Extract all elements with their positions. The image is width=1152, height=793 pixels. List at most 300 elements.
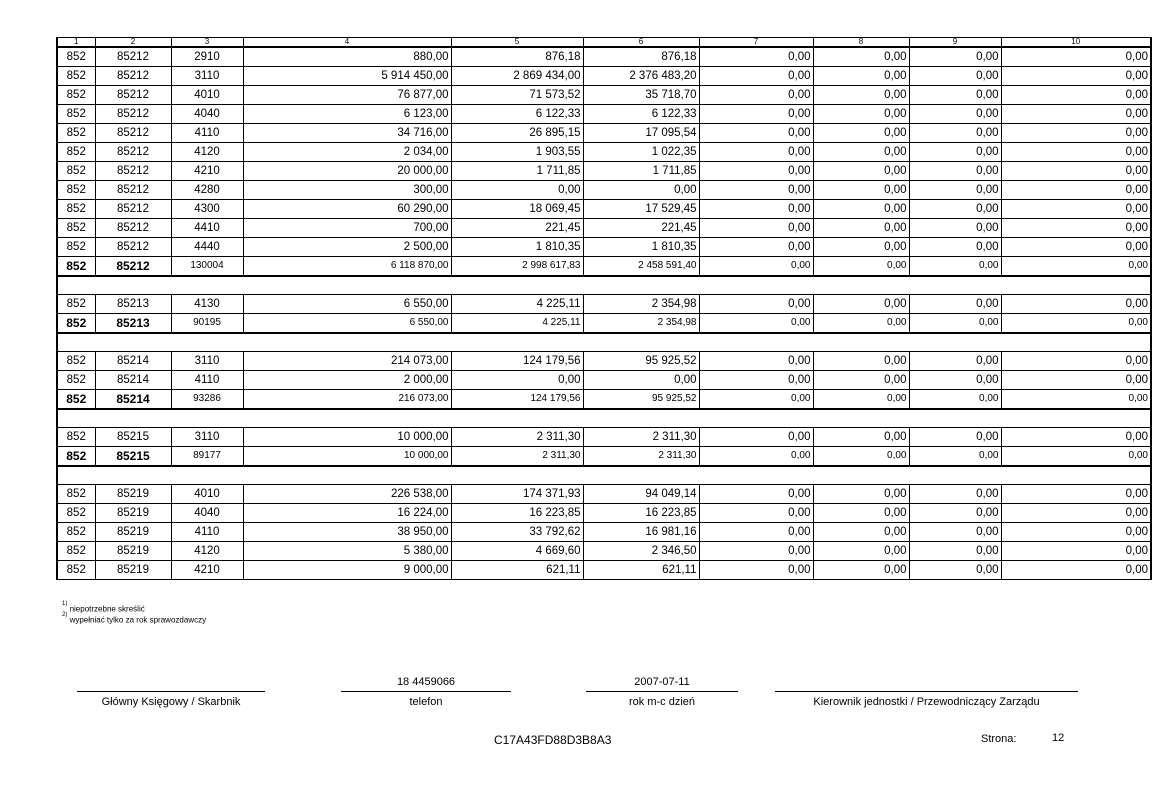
table-cell: 0,00 bbox=[1001, 561, 1151, 580]
table-cell: 876,18 bbox=[583, 47, 699, 67]
table-cell: 0,00 bbox=[909, 105, 1001, 124]
table-cell: 0,00 bbox=[699, 295, 813, 314]
column-header: 3 bbox=[171, 38, 243, 48]
table-cell: 0,00 bbox=[1001, 542, 1151, 561]
subtotal-cell: 852 bbox=[57, 447, 95, 467]
table-cell: 852 bbox=[57, 47, 95, 67]
column-header: 1 bbox=[57, 38, 95, 48]
table-cell: 0,00 bbox=[699, 371, 813, 390]
subtotal-cell: 2 998 617,83 bbox=[451, 257, 583, 277]
table-cell: 2 869 434,00 bbox=[451, 67, 583, 86]
table-cell: 85212 bbox=[95, 47, 171, 67]
table-row bbox=[57, 504, 1151, 523]
table-cell: 0,00 bbox=[813, 200, 909, 219]
subtotal-cell: 130004 bbox=[171, 257, 243, 277]
table-cell: 0,00 bbox=[813, 124, 909, 143]
table-cell: 1 810,35 bbox=[583, 238, 699, 257]
table-cell: 4 669,60 bbox=[451, 542, 583, 561]
table-cell: 0,00 bbox=[1001, 143, 1151, 162]
subtotal-cell: 85212 bbox=[95, 257, 171, 277]
subtotal-cell: 852 bbox=[57, 257, 95, 277]
table-cell: 5 380,00 bbox=[243, 542, 451, 561]
table-row bbox=[57, 523, 1151, 542]
table-cell: 0,00 bbox=[699, 504, 813, 523]
table-cell: 0,00 bbox=[699, 47, 813, 67]
subtotal-cell: 93286 bbox=[171, 390, 243, 410]
subtotal-cell: 0,00 bbox=[699, 390, 813, 410]
table-cell: 0,00 bbox=[699, 162, 813, 181]
table-cell: 1 022,35 bbox=[583, 143, 699, 162]
table-cell: 4120 bbox=[171, 542, 243, 561]
group-spacer bbox=[57, 333, 1151, 352]
subtotal-row bbox=[57, 257, 1151, 277]
subtotal-cell: 85213 bbox=[95, 314, 171, 334]
table-cell: 852 bbox=[57, 371, 95, 390]
spacer-cell bbox=[57, 333, 1151, 352]
table-cell: 0,00 bbox=[451, 181, 583, 200]
table-cell: 0,00 bbox=[699, 238, 813, 257]
table-cell: 0,00 bbox=[813, 181, 909, 200]
table-cell: 0,00 bbox=[1001, 504, 1151, 523]
table-cell: 10 000,00 bbox=[243, 428, 451, 447]
table-cell: 2 346,50 bbox=[583, 542, 699, 561]
table-cell: 35 718,70 bbox=[583, 86, 699, 105]
table-cell: 0,00 bbox=[699, 67, 813, 86]
table-cell: 300,00 bbox=[243, 181, 451, 200]
table-cell: 0,00 bbox=[813, 162, 909, 181]
table-cell: 214 073,00 bbox=[243, 352, 451, 371]
accountant-label: Główny Księgowy / Skarbnik bbox=[101, 696, 241, 708]
table-row bbox=[57, 542, 1151, 561]
table-cell: 0,00 bbox=[1001, 105, 1151, 124]
table-cell: 0,00 bbox=[699, 86, 813, 105]
table-cell: 880,00 bbox=[243, 47, 451, 67]
footnote-1-text: niepotrzebne skreślić bbox=[69, 604, 145, 614]
table-cell: 0,00 bbox=[813, 67, 909, 86]
table-cell: 85212 bbox=[95, 181, 171, 200]
table-cell: 852 bbox=[57, 428, 95, 447]
table-cell: 0,00 bbox=[909, 162, 1001, 181]
table-cell: 85212 bbox=[95, 219, 171, 238]
table-cell: 0,00 bbox=[1001, 181, 1151, 200]
table-row bbox=[57, 485, 1151, 504]
table-cell: 0,00 bbox=[909, 181, 1001, 200]
subtotal-cell: 2 458 591,40 bbox=[583, 257, 699, 277]
page-label: Strona: bbox=[981, 733, 1017, 745]
table-cell: 0,00 bbox=[583, 181, 699, 200]
table-cell: 71 573,52 bbox=[451, 86, 583, 105]
table-cell: 18 069,45 bbox=[451, 200, 583, 219]
subtotal-cell: 0,00 bbox=[909, 447, 1001, 467]
subtotal-cell: 0,00 bbox=[909, 390, 1001, 410]
table-cell: 0,00 bbox=[813, 371, 909, 390]
table-cell: 4010 bbox=[171, 485, 243, 504]
table-cell: 0,00 bbox=[813, 238, 909, 257]
table-cell: 0,00 bbox=[699, 561, 813, 580]
table-cell: 852 bbox=[57, 67, 95, 86]
subtotal-cell: 0,00 bbox=[1001, 390, 1151, 410]
footnote-2: $^{2)}$ wypełniać tylko za rok sprawozdawczy bbox=[62, 612, 207, 625]
subtotal-cell: 0,00 bbox=[813, 257, 909, 277]
table-cell: 0,00 bbox=[1001, 219, 1151, 238]
subtotal-cell: 852 bbox=[57, 390, 95, 410]
table-cell: 852 bbox=[57, 86, 95, 105]
table-cell: 85212 bbox=[95, 86, 171, 105]
subtotal-cell: 6 118 870,00 bbox=[243, 257, 451, 277]
table-cell: 85213 bbox=[95, 295, 171, 314]
phone-label: telefon bbox=[409, 696, 443, 708]
head-label: Kierownik jednostki / Przewodniczący Zarządu bbox=[813, 696, 1040, 708]
table-cell: 0,00 bbox=[1001, 238, 1151, 257]
table-cell: 1 711,85 bbox=[583, 162, 699, 181]
table-cell: 85212 bbox=[95, 105, 171, 124]
table-cell: 85212 bbox=[95, 143, 171, 162]
column-header: 5 bbox=[451, 38, 583, 48]
subtotal-cell: 89177 bbox=[171, 447, 243, 467]
spacer-cell bbox=[57, 466, 1151, 485]
table-cell: 85219 bbox=[95, 561, 171, 580]
table-cell: 0,00 bbox=[699, 181, 813, 200]
table-cell: 6 550,00 bbox=[243, 295, 451, 314]
subtotal-cell: 6 550,00 bbox=[243, 314, 451, 334]
table-cell: 0,00 bbox=[813, 561, 909, 580]
table-row bbox=[57, 352, 1151, 371]
table-cell: 0,00 bbox=[1001, 371, 1151, 390]
table-cell: 85215 bbox=[95, 428, 171, 447]
table-cell: 852 bbox=[57, 485, 95, 504]
table-row bbox=[57, 124, 1151, 143]
table-cell: 4120 bbox=[171, 143, 243, 162]
table-cell: 85219 bbox=[95, 485, 171, 504]
table-cell: 4130 bbox=[171, 295, 243, 314]
table-cell: 2 354,98 bbox=[583, 295, 699, 314]
table-cell: 16 981,16 bbox=[583, 523, 699, 542]
table-cell: 16 224,00 bbox=[243, 504, 451, 523]
table-cell: 0,00 bbox=[909, 428, 1001, 447]
table-cell: 852 bbox=[57, 181, 95, 200]
table-cell: 852 bbox=[57, 504, 95, 523]
table-cell: 0,00 bbox=[1001, 47, 1151, 67]
column-header: 10 bbox=[1001, 38, 1151, 48]
table-cell: 76 877,00 bbox=[243, 86, 451, 105]
table-row bbox=[57, 295, 1151, 314]
table-row bbox=[57, 219, 1151, 238]
table-cell: 700,00 bbox=[243, 219, 451, 238]
table-cell: 852 bbox=[57, 143, 95, 162]
table-cell: 85212 bbox=[95, 238, 171, 257]
column-header: 7 bbox=[699, 38, 813, 48]
table-cell: 124 179,56 bbox=[451, 352, 583, 371]
table-cell: 4110 bbox=[171, 523, 243, 542]
table-cell: 2 000,00 bbox=[243, 371, 451, 390]
table-cell: 0,00 bbox=[909, 238, 1001, 257]
table-cell: 85212 bbox=[95, 162, 171, 181]
table-cell: 17 095,54 bbox=[583, 124, 699, 143]
table-cell: 17 529,45 bbox=[583, 200, 699, 219]
table-cell: 4040 bbox=[171, 105, 243, 124]
table-cell: 852 bbox=[57, 352, 95, 371]
table-row bbox=[57, 47, 1151, 67]
date-value: 2007-07-11 bbox=[634, 676, 690, 688]
column-header: 4 bbox=[243, 38, 451, 48]
table-cell: 0,00 bbox=[813, 352, 909, 371]
table-row bbox=[57, 181, 1151, 200]
table-cell: 95 925,52 bbox=[583, 352, 699, 371]
table-cell: 0,00 bbox=[813, 523, 909, 542]
table-cell: 85212 bbox=[95, 200, 171, 219]
table-cell: 4110 bbox=[171, 124, 243, 143]
subtotal-cell: 0,00 bbox=[699, 257, 813, 277]
subtotal-cell: 0,00 bbox=[909, 257, 1001, 277]
table-row bbox=[57, 67, 1151, 86]
table-cell: 852 bbox=[57, 523, 95, 542]
subtotal-cell: 90195 bbox=[171, 314, 243, 334]
table-cell: 2 376 483,20 bbox=[583, 67, 699, 86]
subtotal-cell: 10 000,00 bbox=[243, 447, 451, 467]
table-cell: 174 371,93 bbox=[451, 485, 583, 504]
table-cell: 0,00 bbox=[909, 219, 1001, 238]
table-cell: 20 000,00 bbox=[243, 162, 451, 181]
group-spacer bbox=[57, 409, 1151, 428]
table-row bbox=[57, 371, 1151, 390]
table-cell: 0,00 bbox=[909, 352, 1001, 371]
table-cell: 0,00 bbox=[1001, 162, 1151, 181]
table-cell: 0,00 bbox=[813, 219, 909, 238]
footnote-1: $^{1)}$ niepotrzebne skreślić bbox=[62, 601, 145, 614]
table-cell: 0,00 bbox=[699, 105, 813, 124]
table-cell: 226 538,00 bbox=[243, 485, 451, 504]
table-cell: 16 223,85 bbox=[451, 504, 583, 523]
table-cell: 0,00 bbox=[813, 485, 909, 504]
subtotal-row bbox=[57, 390, 1151, 410]
spacer-cell bbox=[57, 276, 1151, 295]
table-cell: 0,00 bbox=[699, 352, 813, 371]
table-cell: 0,00 bbox=[909, 67, 1001, 86]
subtotal-row bbox=[57, 314, 1151, 334]
column-header: 8 bbox=[813, 38, 909, 48]
table-cell: 2 311,30 bbox=[451, 428, 583, 447]
table-cell: 0,00 bbox=[699, 542, 813, 561]
table-cell: 4 225,11 bbox=[451, 295, 583, 314]
table-cell: 0,00 bbox=[1001, 523, 1151, 542]
table-cell: 85212 bbox=[95, 67, 171, 86]
table-cell: 621,11 bbox=[583, 561, 699, 580]
table-cell: 0,00 bbox=[699, 143, 813, 162]
table-cell: 34 716,00 bbox=[243, 124, 451, 143]
table-cell: 852 bbox=[57, 162, 95, 181]
table-cell: 852 bbox=[57, 219, 95, 238]
table-cell: 852 bbox=[57, 238, 95, 257]
table-row bbox=[57, 561, 1151, 580]
table-cell: 0,00 bbox=[1001, 200, 1151, 219]
table-cell: 38 950,00 bbox=[243, 523, 451, 542]
table-cell: 852 bbox=[57, 542, 95, 561]
table-cell: 0,00 bbox=[909, 485, 1001, 504]
table-cell: 0,00 bbox=[813, 105, 909, 124]
table-cell: 0,00 bbox=[813, 542, 909, 561]
table-cell: 4110 bbox=[171, 371, 243, 390]
subtotal-cell: 2 311,30 bbox=[451, 447, 583, 467]
table-cell: 0,00 bbox=[1001, 352, 1151, 371]
table-cell: 3110 bbox=[171, 67, 243, 86]
date-line bbox=[586, 691, 738, 692]
table-cell: 0,00 bbox=[699, 428, 813, 447]
table-cell: 0,00 bbox=[909, 561, 1001, 580]
table-cell: 85219 bbox=[95, 523, 171, 542]
column-header-row bbox=[57, 38, 1151, 48]
table-cell: 1 711,85 bbox=[451, 162, 583, 181]
spacer-cell bbox=[57, 409, 1151, 428]
table-row bbox=[57, 86, 1151, 105]
table-cell: 0,00 bbox=[909, 200, 1001, 219]
table-cell: 6 123,00 bbox=[243, 105, 451, 124]
table-cell: 1 903,55 bbox=[451, 143, 583, 162]
table-row bbox=[57, 162, 1151, 181]
column-header: 2 bbox=[95, 38, 171, 48]
table-cell: 4410 bbox=[171, 219, 243, 238]
table-cell: 4040 bbox=[171, 504, 243, 523]
table-cell: 0,00 bbox=[451, 371, 583, 390]
table-cell: 16 223,85 bbox=[583, 504, 699, 523]
table-cell: 0,00 bbox=[909, 371, 1001, 390]
table-cell: 85219 bbox=[95, 542, 171, 561]
table-cell: 2 311,30 bbox=[583, 428, 699, 447]
table-cell: 2 034,00 bbox=[243, 143, 451, 162]
table-cell: 2910 bbox=[171, 47, 243, 67]
table-cell: 0,00 bbox=[813, 295, 909, 314]
table-cell: 6 122,33 bbox=[451, 105, 583, 124]
table-cell: 4210 bbox=[171, 561, 243, 580]
subtotal-cell: 0,00 bbox=[813, 447, 909, 467]
table-cell: 0,00 bbox=[909, 143, 1001, 162]
table-cell: 6 122,33 bbox=[583, 105, 699, 124]
table-cell: 0,00 bbox=[1001, 124, 1151, 143]
table-cell: 0,00 bbox=[583, 371, 699, 390]
subtotal-cell: 0,00 bbox=[699, 314, 813, 334]
table-cell: 3110 bbox=[171, 352, 243, 371]
table-row bbox=[57, 200, 1151, 219]
table-cell: 0,00 bbox=[909, 124, 1001, 143]
table-cell: 852 bbox=[57, 124, 95, 143]
table-cell: 0,00 bbox=[813, 86, 909, 105]
report-table bbox=[56, 37, 1152, 580]
table-cell: 0,00 bbox=[813, 428, 909, 447]
table-cell: 0,00 bbox=[699, 124, 813, 143]
table-cell: 4010 bbox=[171, 86, 243, 105]
subtotal-cell: 85214 bbox=[95, 390, 171, 410]
table-cell: 9 000,00 bbox=[243, 561, 451, 580]
table-cell: 852 bbox=[57, 200, 95, 219]
head-signature-line bbox=[775, 691, 1078, 692]
table-cell: 221,45 bbox=[583, 219, 699, 238]
table-cell: 876,18 bbox=[451, 47, 583, 67]
table-cell: 0,00 bbox=[1001, 86, 1151, 105]
group-spacer bbox=[57, 466, 1151, 485]
table-cell: 26 895,15 bbox=[451, 124, 583, 143]
table-cell: 852 bbox=[57, 105, 95, 124]
table-cell: 221,45 bbox=[451, 219, 583, 238]
subtotal-cell: 0,00 bbox=[699, 447, 813, 467]
table-cell: 621,11 bbox=[451, 561, 583, 580]
phone-value: 18 4459066 bbox=[396, 676, 456, 688]
column-header: 9 bbox=[909, 38, 1001, 48]
table-row bbox=[57, 238, 1151, 257]
table-cell: 4280 bbox=[171, 181, 243, 200]
subtotal-cell: 0,00 bbox=[813, 390, 909, 410]
table-cell: 94 049,14 bbox=[583, 485, 699, 504]
page-number: 12 bbox=[1052, 732, 1065, 744]
table-cell: 0,00 bbox=[1001, 67, 1151, 86]
table-cell: 0,00 bbox=[699, 200, 813, 219]
subtotal-cell: 0,00 bbox=[1001, 314, 1151, 334]
table-cell: 0,00 bbox=[813, 47, 909, 67]
subtotal-row bbox=[57, 447, 1151, 467]
table-cell: 1 810,35 bbox=[451, 238, 583, 257]
table-cell: 5 914 450,00 bbox=[243, 67, 451, 86]
table-cell: 0,00 bbox=[909, 295, 1001, 314]
table-cell: 4300 bbox=[171, 200, 243, 219]
phone-line bbox=[341, 691, 511, 692]
subtotal-cell: 2 354,98 bbox=[583, 314, 699, 334]
subtotal-cell: 2 311,30 bbox=[583, 447, 699, 467]
table-cell: 2 500,00 bbox=[243, 238, 451, 257]
subtotal-cell: 85215 bbox=[95, 447, 171, 467]
table-cell: 0,00 bbox=[1001, 295, 1151, 314]
table-cell: 85219 bbox=[95, 504, 171, 523]
table-cell: 0,00 bbox=[909, 504, 1001, 523]
subtotal-cell: 124 179,56 bbox=[451, 390, 583, 410]
table-row bbox=[57, 105, 1151, 124]
table-cell: 0,00 bbox=[1001, 428, 1151, 447]
subtotal-cell: 95 925,52 bbox=[583, 390, 699, 410]
subtotal-cell: 0,00 bbox=[813, 314, 909, 334]
table-cell: 33 792,62 bbox=[451, 523, 583, 542]
table-cell: 85214 bbox=[95, 352, 171, 371]
table-cell: 0,00 bbox=[699, 219, 813, 238]
table-cell: 0,00 bbox=[1001, 485, 1151, 504]
table-cell: 0,00 bbox=[909, 523, 1001, 542]
date-label: rok m-c dzień bbox=[628, 696, 696, 708]
table-row bbox=[57, 428, 1151, 447]
subtotal-cell: 0,00 bbox=[1001, 257, 1151, 277]
subtotal-cell: 0,00 bbox=[1001, 447, 1151, 467]
table-cell: 4440 bbox=[171, 238, 243, 257]
table-cell: 0,00 bbox=[909, 542, 1001, 561]
table-cell: 0,00 bbox=[813, 504, 909, 523]
table-cell: 0,00 bbox=[909, 47, 1001, 67]
table-cell: 85214 bbox=[95, 371, 171, 390]
column-header: 6 bbox=[583, 38, 699, 48]
group-spacer bbox=[57, 276, 1151, 295]
table-cell: 3110 bbox=[171, 428, 243, 447]
table-cell: 852 bbox=[57, 561, 95, 580]
table-cell: 0,00 bbox=[699, 523, 813, 542]
table-row bbox=[57, 143, 1151, 162]
table-cell: 4210 bbox=[171, 162, 243, 181]
table-cell: 60 290,00 bbox=[243, 200, 451, 219]
subtotal-cell: 0,00 bbox=[909, 314, 1001, 334]
subtotal-cell: 216 073,00 bbox=[243, 390, 451, 410]
table-cell: 0,00 bbox=[813, 143, 909, 162]
document-code: C17A43FD88D3B8A3 bbox=[494, 733, 612, 747]
subtotal-cell: 4 225,11 bbox=[451, 314, 583, 334]
accountant-signature-line bbox=[77, 691, 265, 692]
table-body bbox=[57, 38, 1151, 580]
subtotal-cell: 852 bbox=[57, 314, 95, 334]
table-cell: 0,00 bbox=[699, 485, 813, 504]
table-cell: 85212 bbox=[95, 124, 171, 143]
footnote-2-text: wypełniać tylko za rok sprawozdawczy bbox=[69, 615, 207, 625]
